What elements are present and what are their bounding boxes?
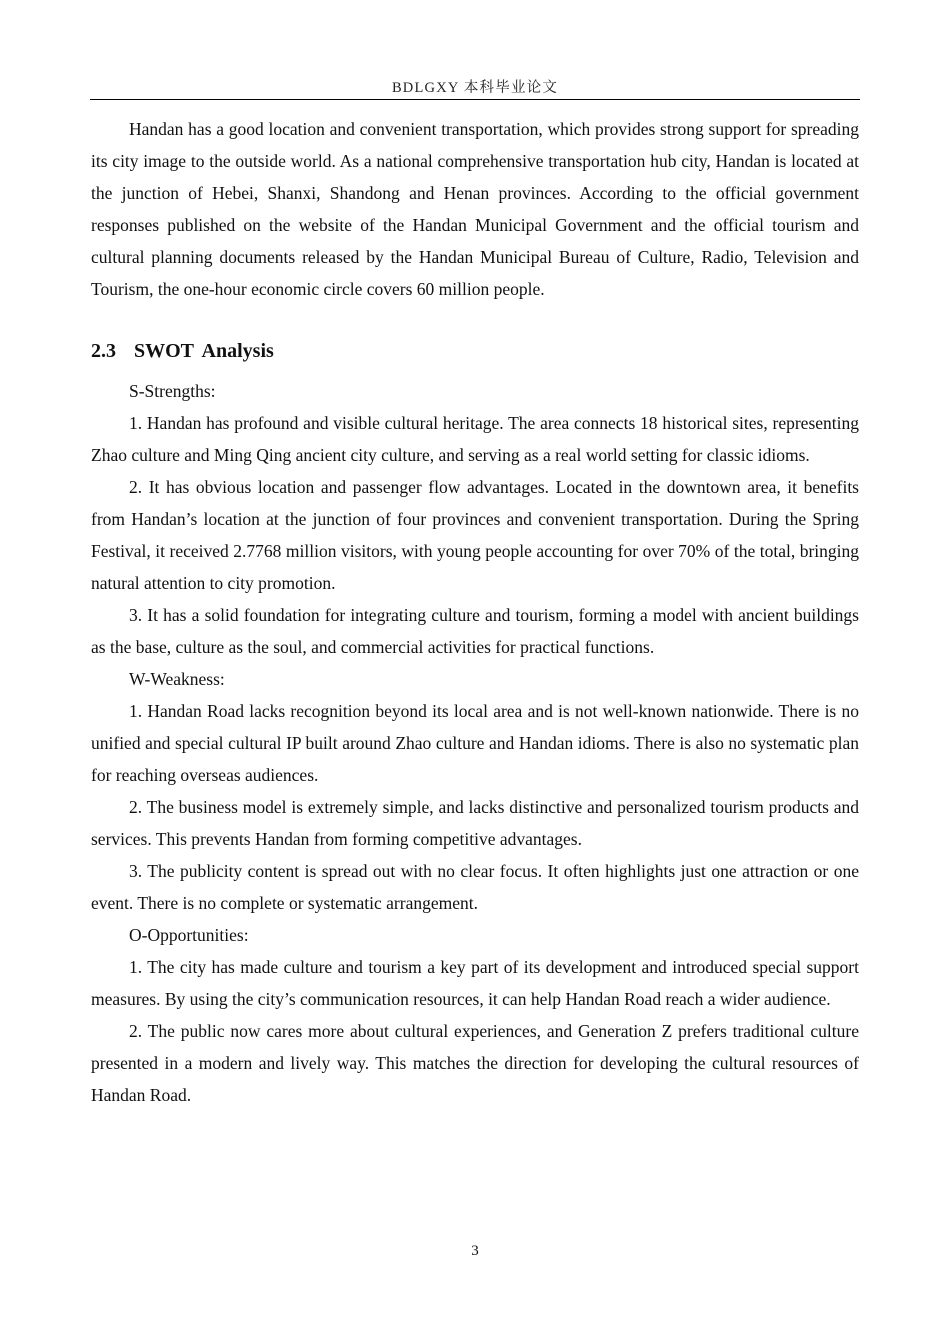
strength-item-1: 1. Handan has profound and visible cultural heritage. The area connects 18 historical sites, representing Zhao culture and Ming Qing ancient city culture, and serving as a real world setting for classic idioms. <box>91 413 859 465</box>
header-divider <box>90 99 860 100</box>
section-number: 2.3 <box>91 340 116 362</box>
weakness-item-1: 1. Handan Road lacks recognition beyond its local area and is not well-known nationwide. There is no unified and special cultural IP built around Zhao culture and Handan idioms. There is also no systematic plan for reaching overseas audiences. <box>91 701 859 785</box>
opportunity-item-1: 1. The city has made culture and tourism a key part of its development and introduced special support measures. By using the city’s communication resources, it can help Handan Road reach a wider audience. <box>91 957 859 1009</box>
section-title: SWOT Analysis <box>134 340 274 362</box>
page-number: 3 <box>471 1243 479 1259</box>
strength-item-3: 3. It has a solid foundation for integrating culture and tourism, forming a model with ancient buildings as the base, culture as the soul, and commercial activities for practical functions. <box>91 605 859 657</box>
page-header: BDLGXY 本科毕业论文 <box>391 80 559 96</box>
opportunity-item-2: 2. The public now cares more about cultural experiences, and Generation Z prefers traditional culture presented in a modern and lively way. This matches the direction for developing the cultural resources of Handan Road. <box>91 1021 859 1105</box>
strength-item-2: 2. It has obvious location and passenger flow advantages. Located in the downtown area, it benefits from Handan’s location at the junction of four provinces and convenient transportation. During the Spring Festival, it received 2.7768 million visitors, with young people accounting for over 70% of the total, bringing natural attention to city promotion. <box>91 477 859 593</box>
weakness-item-2: 2. The business model is extremely simple, and lacks distinctive and personalized tourism products and services. This prevents Handan from forming competitive advantages. <box>91 797 859 849</box>
section-heading <box>91 335 859 367</box>
strengths-label: S-Strengths: <box>129 381 216 401</box>
weakness-item-3: 3. The publicity content is spread out with no clear focus. It often highlights just one attraction or one event. There is no complete or systematic arrangement. <box>91 861 859 913</box>
intro-paragraph: Handan has a good location and convenient transportation, which provides strong support for spreading its city image to the outside world. As a national comprehensive transportation hub city, Handan is located at the junction of Hebei, Shanxi, Shandong and Henan provinces. According to the official government responses published on the website of the Handan Municipal Government and the official tourism and cultural planning documents released by the Handan Municipal Bureau of Culture, Radio, Television and Tourism, the one-hour economic circle covers 60 million people. <box>91 119 859 299</box>
weakness-label: W-Weakness: <box>129 669 225 689</box>
opportunities-label: O-Opportunities: <box>129 925 249 945</box>
page-body <box>91 113 859 1111</box>
